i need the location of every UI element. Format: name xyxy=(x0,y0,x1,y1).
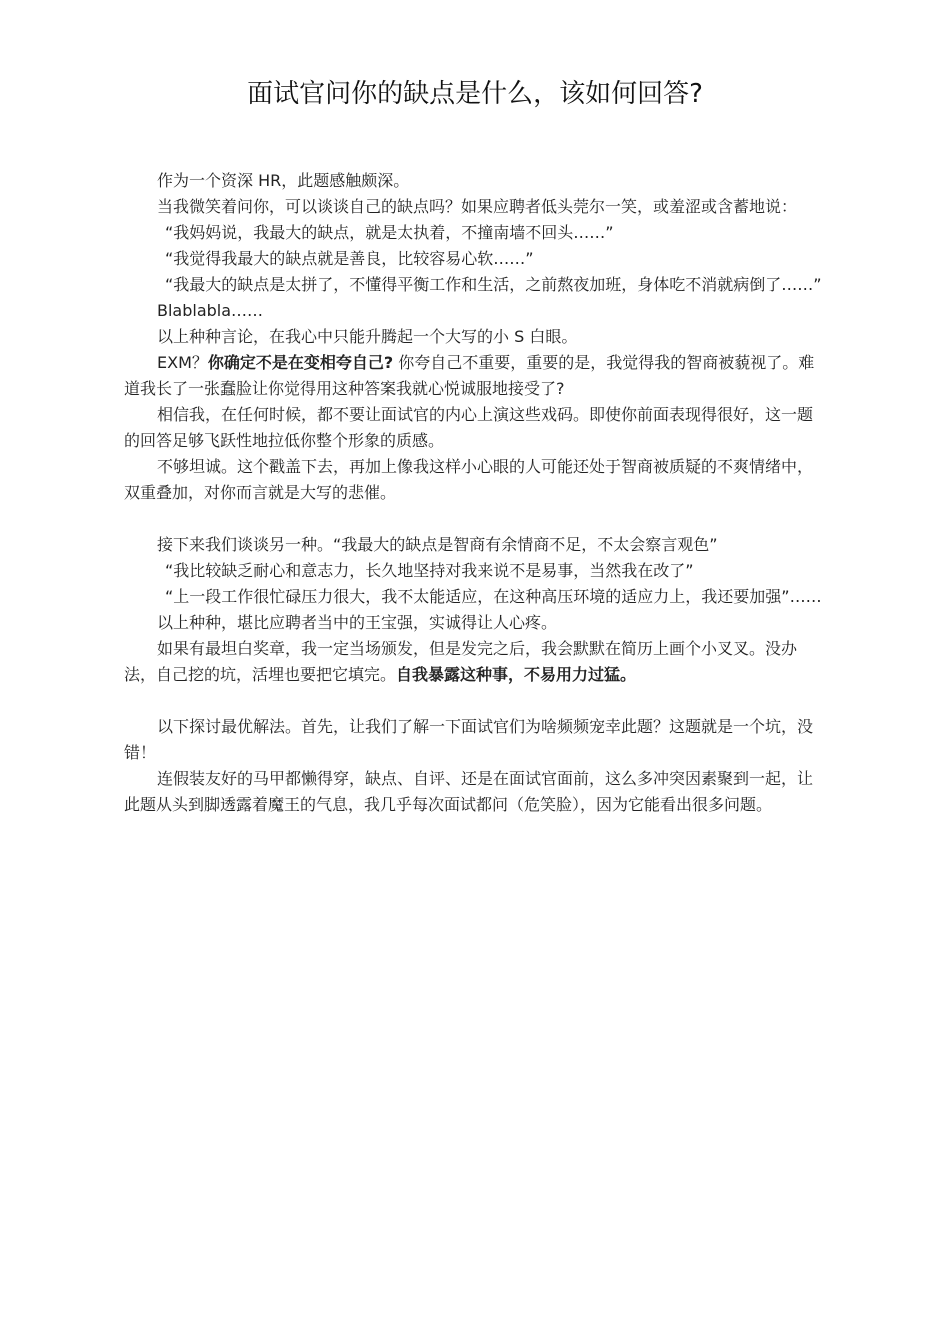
quote-paragraph: “上一段工作很忙碌压力很大，我不太能适应，在这种高压环境的适应力上，我还要加强”…… xyxy=(165,587,822,606)
paragraph: 接下来我们谈谈另一种。“我最大的缺点是智商有余情商不足，不太会察言观色” xyxy=(157,535,718,554)
bold-text: 你确定不是在变相夸自己? xyxy=(207,353,394,372)
paragraph: Blablabla…… xyxy=(157,301,264,320)
bold-text: 自我暴露这种事，不易用力过猛。 xyxy=(396,665,637,684)
page-title: 面试官问你的缺点是什么，该如何回答? xyxy=(247,79,703,109)
quote-paragraph: “我妈妈说，我最大的缺点，就是太执着，不撞南墙不回头……” xyxy=(165,223,614,242)
paragraph xyxy=(124,636,828,688)
paragraph: 以上种种，堪比应聘者当中的王宝强，实诚得让人心疼。 xyxy=(157,613,558,632)
article-body xyxy=(124,168,828,818)
quote-paragraph: “我最大的缺点是太拼了，不懂得平衡工作和生活，之前熬夜加班，身体吃不消就病倒了……” xyxy=(165,275,822,294)
paragraph: 作为一个资深 HR，此题感触颇深。 xyxy=(157,171,410,190)
paragraph: 以上种种言论，在我心中只能升腾起一个大写的小 S 白眼。 xyxy=(157,327,578,346)
paragraph-spacer xyxy=(124,506,828,532)
paragraph: 连假装友好的马甲都懒得穿，缺点、自评、还是在面试官面前，这么多冲突因素聚到一起，让此题从头到脚透露着魔王的气息，我几乎每次面试都问（危笑脸），因为它能看出很多问题。 xyxy=(124,769,814,814)
paragraph xyxy=(124,350,828,402)
quote-paragraph: “我觉得我最大的缺点就是善良，比较容易心软……” xyxy=(165,249,534,268)
quote-paragraph: “我比较缺乏耐心和意志力，长久地坚持对我来说不是易事，当然我在改了” xyxy=(165,561,694,580)
paragraph: 以下探讨最优解法。首先，让我们了解一下面试官们为啥频频宠幸此题？这题就是一个坑，没错！ xyxy=(124,717,814,762)
paragraph: 不够坦诚。这个戳盖下去，再加上像我这样小心眼的人可能还处于智商被质疑的不爽情绪中，双重叠加，对你而言就是大写的悲催。 xyxy=(124,457,814,502)
paragraph-text: 你夸自己不重要，重要的是，我觉得我的智商被藐视了。难道我长了一张蠢脸让你觉得用这种答案我就心悦诚服地接受了? xyxy=(124,353,815,398)
paragraph: 相信我，在任何时候，都不要让面试官的内心上演这些戏码。即使你前面表现得很好，这一题的回答足够飞跃性地拉低你整个形象的质感。 xyxy=(124,405,814,450)
paragraph: 当我微笑着问你，可以谈谈自己的缺点吗？如果应聘者低头莞尔一笑，或羞涩或含蓄地说： xyxy=(157,197,798,216)
paragraph-text: 如果有最坦白奖章，我一定当场颁发，但是发完之后，我会默默在简历上画个小叉叉。没办法，自己挖的坑，活埋也要把它填完。 xyxy=(124,639,798,684)
paragraph-spacer xyxy=(124,688,828,714)
paragraph-text: EXM？ xyxy=(157,353,208,372)
